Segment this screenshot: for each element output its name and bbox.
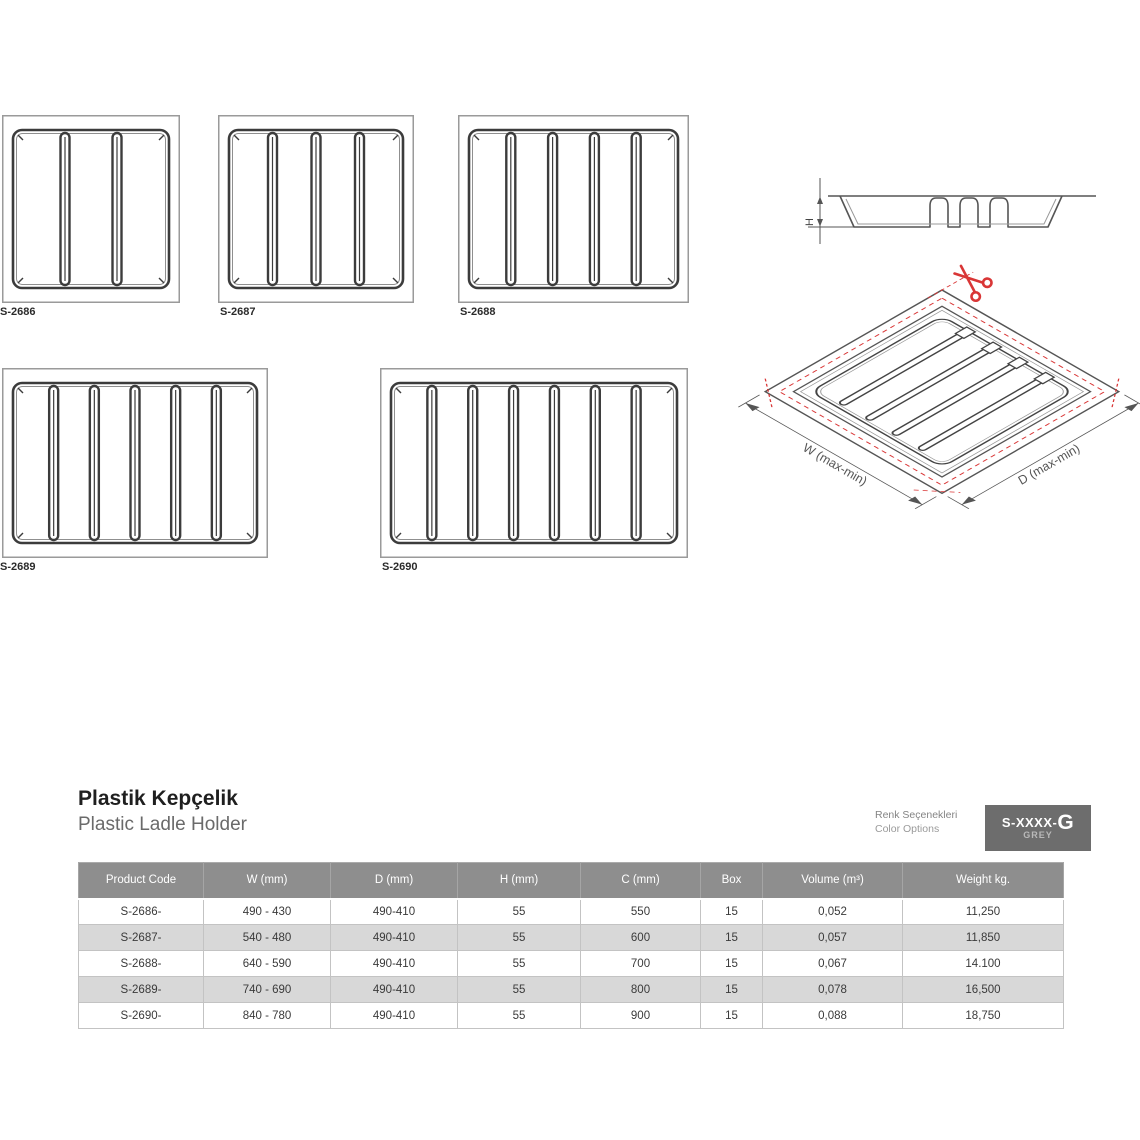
column-header: H (mm) [458,863,581,899]
table-cell: 640 - 590 [204,951,331,977]
badge-code-suffix: G [1057,811,1075,834]
table-cell: 490-410 [331,925,458,951]
table-cell: 700 [581,951,701,977]
tray-drawings-group [0,0,720,600]
table-cell: S-2687- [79,925,204,951]
table-cell: 16,500 [903,977,1064,1003]
table-cell: 840 - 780 [204,1003,331,1029]
table-cell: 15 [701,899,763,925]
tray-drawing-S-2689 [2,368,268,558]
isometric-view [735,258,1140,558]
spec-table-header [79,863,1064,899]
table-cell: S-2689- [79,977,204,1003]
table-cell: 0,057 [763,925,903,951]
table-row [79,977,1064,1003]
table-cell: 15 [701,925,763,951]
column-header: Product Code [79,863,204,899]
table-cell: 15 [701,951,763,977]
table-cell: 490 - 430 [204,899,331,925]
tray-code-label: S-2690 [382,561,418,573]
table-row [79,925,1064,951]
table-cell: 15 [701,977,763,1003]
table-cell: S-2688- [79,951,204,977]
table-cell: 490-410 [331,951,458,977]
column-header: D (mm) [331,863,458,899]
column-header: Weight kg. [903,863,1064,899]
tray-code-label: S-2688 [460,306,496,318]
profile-h-label: H [804,218,816,226]
tray-code-label: S-2686 [0,306,36,318]
table-cell: 0,067 [763,951,903,977]
table-cell: 740 - 690 [204,977,331,1003]
table-cell: 900 [581,1003,701,1029]
table-cell: 490-410 [331,977,458,1003]
column-header: C (mm) [581,863,701,899]
table-cell: 11,850 [903,925,1064,951]
table-cell: 490-410 [331,899,458,925]
table-cell: 490-410 [331,1003,458,1029]
page-title-english: Plastic Ladle Holder [78,814,247,835]
tray-code-label: S-2687 [220,306,256,318]
tray-drawing-S-2690 [380,368,688,558]
table-cell: 15 [701,1003,763,1029]
table-cell: 550 [581,899,701,925]
table-cell: 55 [458,977,581,1003]
table-cell: 55 [458,899,581,925]
table-cell: 14.100 [903,951,1064,977]
table-cell: S-2686- [79,899,204,925]
table-cell: 0,052 [763,899,903,925]
tray-drawing-S-2686 [2,115,180,303]
badge-color-name: GREY [1023,830,1053,840]
spec-table [78,862,1064,1029]
iso-w-label: W (max-min) [800,440,870,489]
color-badge [985,805,1091,851]
table-cell: 55 [458,1003,581,1029]
column-header: Box [701,863,763,899]
color-options-label-tr: Renk Seçenekleri [875,809,958,821]
table-cell: 540 - 480 [204,925,331,951]
table-row [79,951,1064,977]
iso-d-label: D (max-min) [1015,441,1083,488]
color-options-label-en: Color Options [875,823,940,835]
tray-drawing-S-2687 [218,115,414,303]
table-cell: 18,750 [903,1003,1064,1029]
table-cell: 55 [458,951,581,977]
badge-code-prefix: S-XXXX- [1001,815,1058,830]
table-cell: 55 [458,925,581,951]
table-row [79,899,1064,925]
table-row [79,1003,1064,1029]
profile-view [800,170,1100,252]
column-header: Volume (m³) [763,863,903,899]
tray-code-label: S-2689 [0,561,36,573]
table-cell: 600 [581,925,701,951]
page-title-turkish: Plastik Kepçelik [78,787,238,810]
column-header: W (mm) [204,863,331,899]
scissors-icon [949,260,993,303]
table-cell: S-2690- [79,1003,204,1029]
tray-drawing-S-2688 [458,115,689,303]
table-cell: 800 [581,977,701,1003]
table-cell: 0,078 [763,977,903,1003]
table-cell: 0,088 [763,1003,903,1029]
table-cell: 11,250 [903,899,1064,925]
